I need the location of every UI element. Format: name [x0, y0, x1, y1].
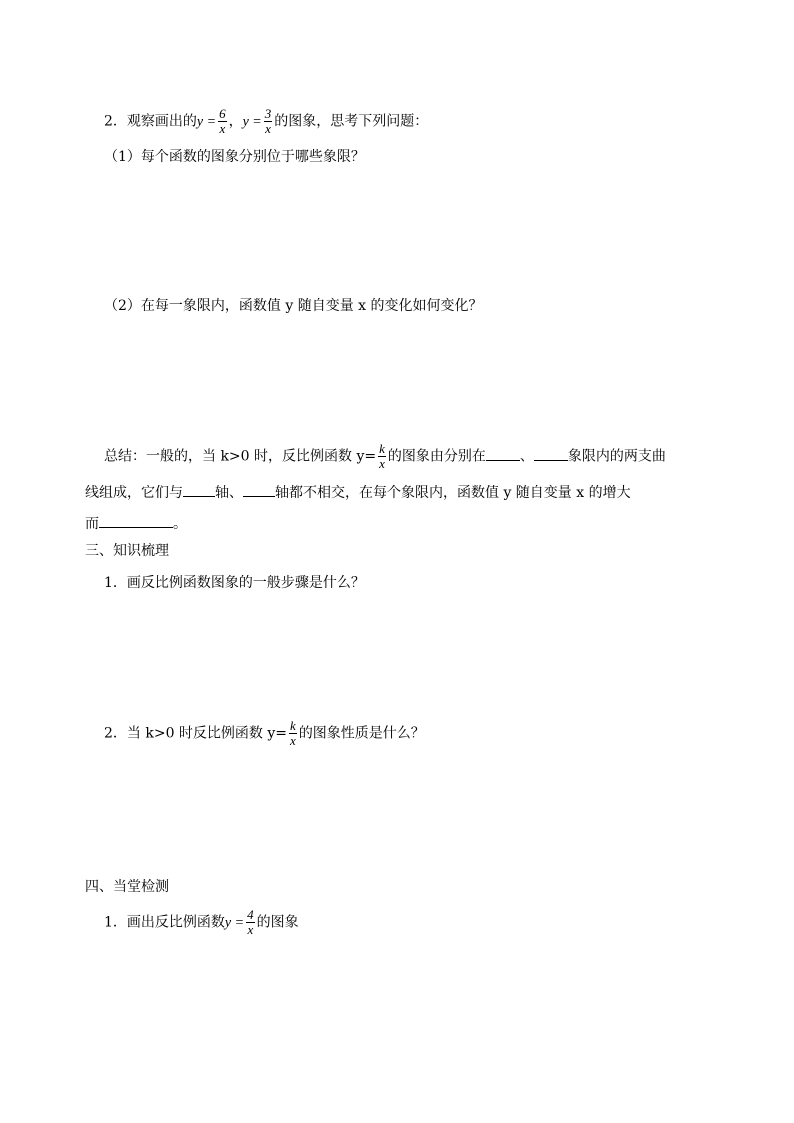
section-4-fraction-numerator: 4	[247, 907, 254, 922]
summary-line-2-text-1: 线组成，它们与	[85, 485, 183, 501]
section-3-question-2-text-1: 2．当 k>0 时反比例函数 y=	[104, 725, 288, 742]
section-4-question-1	[104, 908, 299, 937]
section-4-fraction	[246, 908, 255, 937]
section-4-question-1-text-2: 的图象	[256, 914, 299, 931]
formula-1-fraction	[218, 107, 227, 136]
summary-line-3-text-2: 。	[173, 516, 187, 532]
summary-text-4: 象限内的两支曲	[567, 448, 666, 465]
section-3-fraction-numerator: k	[290, 718, 296, 733]
summary-text-1: 总结：一般的，当 k>0 时，反比例函数 y=	[104, 448, 377, 465]
summary-line-2-text-2: 轴、	[215, 485, 243, 501]
formula-separator: ，	[228, 113, 243, 130]
blank-quadrant-1[interactable]	[486, 446, 520, 461]
question-2-part-1: （1）每个函数的图象分别位于哪些象限？	[104, 149, 365, 165]
section-3-fraction	[289, 719, 297, 748]
summary-fraction-denominator: x	[379, 456, 385, 471]
section-4-formula-lhs: y =	[224, 915, 245, 931]
formula-1-numerator: 6	[219, 106, 226, 121]
section-4-heading: 四、当堂检测	[85, 879, 169, 895]
blank-trend[interactable]	[99, 513, 173, 528]
summary-fraction	[378, 442, 386, 471]
summary-fraction-numerator: k	[379, 441, 385, 456]
section-4-fraction-denominator: x	[247, 922, 254, 937]
section-3-heading: 三、知识梳理	[85, 543, 169, 559]
question-2	[104, 107, 428, 136]
formula-2-denominator: x	[265, 121, 271, 136]
question-2-suffix: 的图象，思考下列问题：	[274, 113, 429, 130]
formula-2-numerator: 3	[264, 106, 272, 121]
formula-2-fraction	[264, 107, 273, 136]
formula-2-lhs: y =	[242, 114, 262, 130]
summary-line-2	[85, 482, 631, 503]
blank-quadrant-2[interactable]	[534, 446, 568, 461]
summary-text-3: 、	[519, 448, 534, 465]
summary-line-2-text-3: 轴都不相交，在每个象限内，函数值 y 随自变量 x 的增大	[275, 485, 631, 501]
section-3-question-2-text-2: 的图象性质是什么？	[298, 725, 425, 742]
blank-axis-2[interactable]	[243, 482, 275, 497]
section-3-question-1: 1．画反比例函数图象的一般步骤是什么？	[104, 575, 365, 591]
question-2-part-2: （2）在每一象限内，函数值 y 随自变量 x 的变化如何变化？	[104, 298, 483, 314]
summary-line-3-text-1: 而	[85, 516, 99, 532]
question-2-prefix: 2．观察画出的	[104, 113, 197, 130]
section-3-fraction-denominator: x	[290, 733, 296, 748]
summary-line-1	[104, 442, 666, 471]
formula-1-lhs: y =	[196, 114, 217, 130]
summary-text-2: 的图象由分别在	[387, 448, 486, 465]
formula-1-denominator: x	[219, 121, 226, 136]
summary-line-3	[85, 513, 187, 534]
section-3-question-2	[104, 719, 425, 748]
section-4-question-1-text-1: 1．画出反比例函数	[104, 914, 225, 931]
blank-axis-1[interactable]	[183, 482, 215, 497]
